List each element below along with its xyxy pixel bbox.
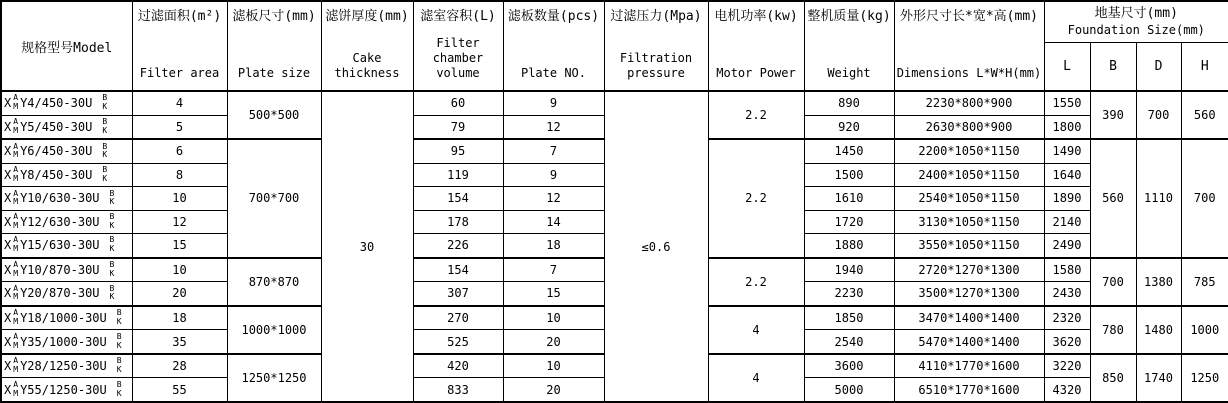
model-series-top: A: [13, 165, 19, 175]
model-variant-stack: [117, 333, 122, 351]
model-variant-stack: [110, 261, 115, 279]
plate-count-cell: 12: [503, 115, 604, 139]
chamber-volume-cell: 154: [413, 258, 503, 282]
model-series-top: A: [13, 117, 19, 127]
foundation-l-cell: 2320: [1044, 306, 1090, 330]
model-cell: [1, 91, 132, 115]
model-cell: [1, 258, 132, 282]
foundation-d-cell: 1740: [1136, 354, 1181, 402]
foundation-l-cell: 1800: [1044, 115, 1090, 139]
model-prefix: X: [4, 191, 12, 206]
model-prefix: X: [4, 144, 12, 159]
model-series-bottom: M: [13, 268, 19, 278]
model-prefix: X: [4, 382, 12, 397]
motor-power-cell: 4: [708, 306, 804, 354]
header-motor-power-zh: 电机功率(kw): [714, 9, 798, 24]
model-cell: [1, 378, 132, 402]
pressure-cell: ≤0.6: [604, 91, 708, 402]
filter-area-cell: 28: [132, 354, 227, 378]
foundation-b-cell: 700: [1090, 258, 1136, 306]
model-variant-stack: [102, 94, 107, 112]
model-variant-stack: [117, 309, 122, 327]
model-series-stack: [13, 285, 18, 303]
filter-area-cell: 5: [132, 115, 227, 139]
foundation-l-cell: 1580: [1044, 258, 1090, 282]
weight-cell: 1610: [804, 187, 894, 210]
chamber-volume-cell: 154: [413, 187, 503, 210]
chamber-volume-cell: 119: [413, 163, 503, 186]
header-plate-count: [503, 1, 604, 91]
plate-count-cell: 12: [503, 187, 604, 210]
foundation-b-cell: 390: [1090, 91, 1136, 139]
model-number: Y15/630-30U: [20, 238, 100, 253]
cake-thickness-cell: 30: [321, 91, 413, 402]
chamber-volume-cell: 833: [413, 378, 503, 402]
model-series-top: A: [13, 283, 19, 293]
model-variant-bottom: K: [102, 125, 108, 135]
model-series-stack: [13, 309, 18, 327]
model-series-top: A: [13, 379, 19, 389]
model-variant-top: B: [116, 379, 122, 389]
dimensions-cell: 4110*1770*1600: [894, 354, 1044, 378]
header-foundation-en: Foundation Size(mm): [1067, 22, 1205, 37]
foundation-d-cell: 1380: [1136, 258, 1181, 306]
foundation-h-cell: 700: [1181, 139, 1228, 257]
model-series-top: A: [13, 308, 19, 318]
model-prefix: X: [4, 262, 12, 277]
dimensions-cell: 3130*1050*1150: [894, 210, 1044, 233]
model-cell: [1, 187, 132, 210]
header-plate-size-en: Plate size: [237, 66, 311, 80]
chamber-volume-cell: 420: [413, 354, 503, 378]
header-chamber-volume-zh: 滤室容积(L): [420, 9, 496, 24]
model-prefix: X: [4, 96, 12, 111]
plate-count-cell: 15: [503, 282, 604, 306]
dimensions-cell: 3500*1270*1300: [894, 282, 1044, 306]
model-variant-stack: [117, 381, 122, 399]
foundation-l-cell: 1550: [1044, 91, 1090, 115]
plate-count-cell: 18: [503, 234, 604, 258]
foundation-d-cell: 1110: [1136, 139, 1181, 257]
model-prefix: X: [4, 119, 12, 134]
filter-area-cell: 15: [132, 234, 227, 258]
header-cake-thickness-zh: 滤饼厚度(mm): [325, 9, 409, 24]
model-series-stack: [13, 190, 18, 208]
model-series-top: A: [13, 260, 19, 270]
model-number: Y18/1000-30U: [20, 310, 107, 325]
plate-size-cell: 870*870: [227, 258, 321, 306]
model-variant-top: B: [109, 188, 115, 198]
model-cell: [1, 282, 132, 306]
model-variant-bottom: K: [109, 292, 115, 302]
model-variant-stack: [102, 166, 107, 184]
model-series-top: A: [13, 93, 19, 103]
model-series-bottom: M: [13, 220, 19, 230]
model-series-bottom: M: [13, 102, 19, 112]
foundation-l-cell: 1890: [1044, 187, 1090, 210]
dimensions-cell: 2630*800*900: [894, 115, 1044, 139]
header-foundation-l: L: [1044, 42, 1090, 91]
model-series-bottom: M: [13, 316, 19, 326]
chamber-volume-cell: 60: [413, 91, 503, 115]
model-series-top: A: [13, 331, 19, 341]
model-prefix: X: [4, 238, 12, 253]
header-filter-area-en: Filter area: [139, 66, 220, 80]
model-number: Y8/450-30U: [20, 167, 93, 182]
foundation-h-cell: 1000: [1181, 306, 1228, 354]
model-cell: [1, 306, 132, 330]
dimensions-cell: 3470*1400*1400: [894, 306, 1044, 330]
foundation-l-cell: 1490: [1044, 139, 1090, 163]
model-series-top: A: [13, 235, 19, 245]
model-variant-top: B: [109, 283, 115, 293]
header-plate-count-zh: 滤板数量(pcs): [507, 9, 600, 24]
model-cell: [1, 234, 132, 258]
dimensions-cell: 5470*1400*1400: [894, 330, 1044, 354]
filter-area-cell: 10: [132, 258, 227, 282]
model-cell: [1, 330, 132, 354]
filter-area-cell: 4: [132, 91, 227, 115]
model-series-bottom: M: [13, 292, 19, 302]
model-cell: [1, 115, 132, 139]
model-cell: [1, 163, 132, 186]
model-series-bottom: M: [13, 340, 19, 350]
chamber-volume-cell: 307: [413, 282, 503, 306]
header-plate-size: [227, 1, 321, 91]
model-variant-bottom: K: [102, 150, 108, 160]
header-foundation: [1044, 1, 1228, 42]
model-prefix: X: [4, 310, 12, 325]
model-series-top: A: [13, 356, 19, 366]
model-series-stack: [13, 94, 18, 112]
header-foundation-d: D: [1136, 42, 1181, 91]
model-prefix: X: [4, 359, 12, 374]
model-series-bottom: M: [13, 125, 19, 135]
model-variant-bottom: K: [116, 365, 122, 375]
model-prefix: X: [4, 167, 12, 182]
model-series-stack: [13, 166, 18, 184]
header-dimensions-en: Dimensions L*W*H(mm): [896, 66, 1042, 80]
model-prefix: X: [4, 214, 12, 229]
foundation-d-cell: 1480: [1136, 306, 1181, 354]
model-variant-bottom: K: [109, 268, 115, 278]
model-variant-top: B: [109, 235, 115, 245]
weight-cell: 1720: [804, 210, 894, 233]
model-number: Y12/630-30U: [20, 214, 100, 229]
model-number: Y6/450-30U: [20, 144, 93, 159]
model-prefix: X: [4, 334, 12, 349]
model-variant-top: B: [116, 308, 122, 318]
model-variant-top: B: [116, 331, 122, 341]
model-series-bottom: M: [13, 173, 19, 183]
header-pressure: [604, 1, 708, 91]
model-series-stack: [13, 118, 18, 136]
model-variant-stack: [117, 357, 122, 375]
model-variant-bottom: K: [102, 102, 108, 112]
header-pressure-en: Filtration pressure: [619, 51, 693, 80]
model-variant-stack: [110, 190, 115, 208]
dimensions-cell: 2200*1050*1150: [894, 139, 1044, 163]
model-number: Y55/1250-30U: [20, 382, 107, 397]
foundation-b-cell: 560: [1090, 139, 1136, 257]
chamber-volume-cell: 226: [413, 234, 503, 258]
filter-area-cell: 55: [132, 378, 227, 402]
foundation-l-cell: 1640: [1044, 163, 1090, 186]
dimensions-cell: 2230*800*900: [894, 91, 1044, 115]
model-series-bottom: M: [13, 365, 19, 375]
header-foundation-h: H: [1181, 42, 1228, 91]
dimensions-cell: 3550*1050*1150: [894, 234, 1044, 258]
foundation-b-cell: 780: [1090, 306, 1136, 354]
header-filter-area: [132, 1, 227, 91]
model-variant-top: B: [102, 141, 108, 151]
table-header: [1, 1, 1228, 91]
model-variant-stack: [110, 213, 115, 231]
model-number: Y5/450-30U: [20, 119, 93, 134]
header-cake-thickness-en: Cake thickness: [334, 51, 400, 80]
model-number: Y20/870-30U: [20, 286, 100, 301]
model-number: Y4/450-30U: [20, 96, 93, 111]
header-dimensions: [894, 1, 1044, 91]
model-series-top: A: [13, 141, 19, 151]
table-body: [1, 91, 1228, 402]
foundation-h-cell: 1250: [1181, 354, 1228, 402]
header-weight-en: Weight: [827, 66, 871, 80]
model-variant-top: B: [116, 356, 122, 366]
weight-cell: 920: [804, 115, 894, 139]
plate-count-cell: 7: [503, 139, 604, 163]
model-variant-stack: [102, 118, 107, 136]
model-variant-stack: [102, 143, 107, 161]
model-series-bottom: M: [13, 197, 19, 207]
weight-cell: 1940: [804, 258, 894, 282]
header-cake-thickness: [321, 1, 413, 91]
motor-power-cell: 2.2: [708, 258, 804, 306]
model-variant-top: B: [109, 260, 115, 270]
plate-size-cell: 700*700: [227, 139, 321, 257]
filter-area-cell: 18: [132, 306, 227, 330]
header-plate-count-en: Plate NO.: [520, 66, 587, 80]
foundation-l-cell: 4320: [1044, 378, 1090, 402]
model-variant-bottom: K: [116, 340, 122, 350]
header-pressure-zh: 过滤压力(Mpa): [610, 9, 702, 24]
weight-cell: 5000: [804, 378, 894, 402]
foundation-l-cell: 2140: [1044, 210, 1090, 233]
model-variant-top: B: [102, 93, 108, 103]
model-series-stack: [13, 333, 18, 351]
model-number: Y28/1250-30U: [20, 359, 107, 374]
header-foundation-b: B: [1090, 42, 1136, 91]
foundation-l-cell: 3220: [1044, 354, 1090, 378]
foundation-d-cell: 700: [1136, 91, 1181, 139]
model-cell: [1, 139, 132, 163]
chamber-volume-cell: 178: [413, 210, 503, 233]
model-variant-bottom: K: [116, 316, 122, 326]
model-series-bottom: M: [13, 388, 19, 398]
dimensions-cell: 6510*1770*1600: [894, 378, 1044, 402]
model-variant-top: B: [102, 165, 108, 175]
plate-count-cell: 9: [503, 163, 604, 186]
chamber-volume-cell: 270: [413, 306, 503, 330]
header-chamber-volume-en: Filter chamber volume: [432, 36, 484, 80]
model-series-bottom: M: [13, 244, 19, 254]
weight-cell: 2230: [804, 282, 894, 306]
header-model-label: 规格型号Model: [21, 40, 113, 56]
model-series-top: A: [13, 188, 19, 198]
plate-count-cell: 20: [503, 330, 604, 354]
chamber-volume-cell: 525: [413, 330, 503, 354]
model-number: Y35/1000-30U: [20, 334, 107, 349]
model-prefix: X: [4, 286, 12, 301]
model-variant-bottom: K: [116, 388, 122, 398]
plate-size-cell: 1000*1000: [227, 306, 321, 354]
plate-count-cell: 10: [503, 354, 604, 378]
model-cell: [1, 354, 132, 378]
model-variant-bottom: K: [102, 173, 108, 183]
plate-count-cell: 14: [503, 210, 604, 233]
header-weight-zh: 整机质量(kg): [807, 9, 891, 24]
model-cell: [1, 210, 132, 233]
model-variant-top: B: [102, 117, 108, 127]
header-dimensions-zh: 外形尺寸长*宽*高(mm): [900, 9, 1038, 24]
model-series-stack: [13, 261, 18, 279]
header-foundation-zh: 地基尺寸(mm): [1094, 5, 1178, 21]
header-motor-power: [708, 1, 804, 91]
model-variant-bottom: K: [109, 244, 115, 254]
model-series-stack: [13, 357, 18, 375]
header-plate-size-zh: 滤板尺寸(mm): [232, 9, 316, 24]
motor-power-cell: 4: [708, 354, 804, 402]
weight-cell: 890: [804, 91, 894, 115]
header-filter-area-zh: 过滤面积(m²): [137, 9, 222, 24]
table-row: [1, 91, 1228, 115]
plate-count-cell: 9: [503, 91, 604, 115]
foundation-l-cell: 3620: [1044, 330, 1090, 354]
plate-count-cell: 7: [503, 258, 604, 282]
weight-cell: 1880: [804, 234, 894, 258]
model-series-stack: [13, 143, 18, 161]
model-series-stack: [13, 381, 18, 399]
foundation-h-cell: 785: [1181, 258, 1228, 306]
model-variant-top: B: [109, 211, 115, 221]
filter-area-cell: 8: [132, 163, 227, 186]
weight-cell: 1500: [804, 163, 894, 186]
weight-cell: 1450: [804, 139, 894, 163]
foundation-b-cell: 850: [1090, 354, 1136, 402]
motor-power-cell: 2.2: [708, 91, 804, 139]
motor-power-cell: 2.2: [708, 139, 804, 257]
header-motor-power-en: Motor Power: [716, 66, 796, 80]
plate-count-cell: 10: [503, 306, 604, 330]
weight-cell: 1850: [804, 306, 894, 330]
header-weight: [804, 1, 894, 91]
plate-size-cell: 500*500: [227, 91, 321, 139]
foundation-l-cell: 2430: [1044, 282, 1090, 306]
model-number: Y10/630-30U: [20, 191, 100, 206]
model-variant-stack: [110, 285, 115, 303]
model-variant-stack: [110, 236, 115, 254]
filter-area-cell: 10: [132, 187, 227, 210]
weight-cell: 2540: [804, 330, 894, 354]
filter-area-cell: 35: [132, 330, 227, 354]
filter-area-cell: 12: [132, 210, 227, 233]
chamber-volume-cell: 95: [413, 139, 503, 163]
model-series-stack: [13, 213, 18, 231]
plate-size-cell: 1250*1250: [227, 354, 321, 402]
dimensions-cell: 2400*1050*1150: [894, 163, 1044, 186]
header-model: [1, 1, 132, 91]
filter-area-cell: 20: [132, 282, 227, 306]
model-series-stack: [13, 236, 18, 254]
model-variant-bottom: K: [109, 197, 115, 207]
header-chamber-volume: [413, 1, 503, 91]
dimensions-cell: 2720*1270*1300: [894, 258, 1044, 282]
model-number: Y10/870-30U: [20, 262, 100, 277]
model-series-bottom: M: [13, 150, 19, 160]
dimensions-cell: 2540*1050*1150: [894, 187, 1044, 210]
model-series-top: A: [13, 211, 19, 221]
filter-area-cell: 6: [132, 139, 227, 163]
foundation-h-cell: 560: [1181, 91, 1228, 139]
chamber-volume-cell: 79: [413, 115, 503, 139]
weight-cell: 3600: [804, 354, 894, 378]
plate-count-cell: 20: [503, 378, 604, 402]
foundation-l-cell: 2490: [1044, 234, 1090, 258]
model-variant-bottom: K: [109, 220, 115, 230]
